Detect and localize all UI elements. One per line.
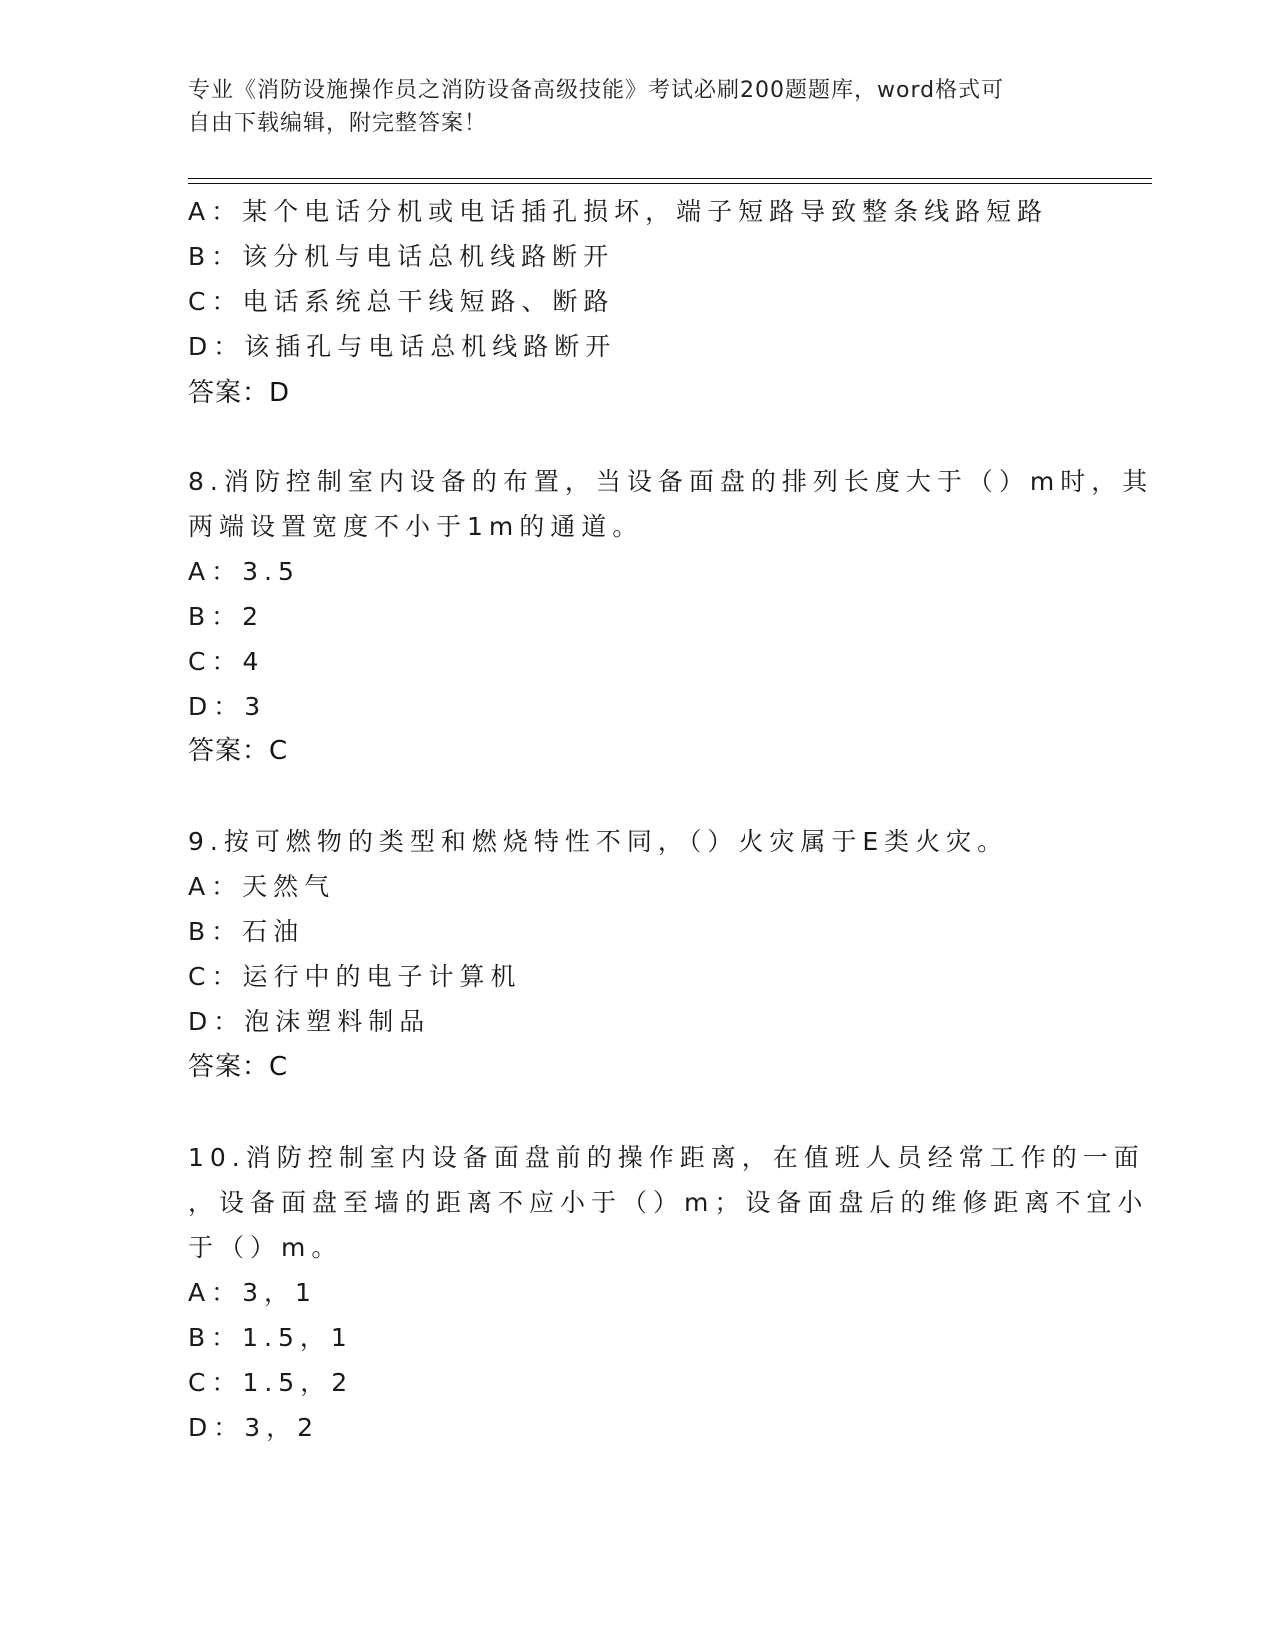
q9-stem-line-1: 9.按可燃物的类型和燃烧特性不同，（）火灾属于E类火灾。 [188, 827, 1009, 856]
q8-option-d: D：3 [188, 692, 267, 721]
q8-stem-line-1: 8.消防控制室内设备的布置，当设备面盘的排列长度大于（）m时，其 [188, 467, 1154, 496]
q9-option-a: A：天然气 [188, 872, 336, 901]
q10-option-c: C：1.5，2 [188, 1368, 354, 1397]
q7-option-d: D：该插孔与电话总机线路断开 [188, 332, 617, 361]
header-line-1: 专业《消防设施操作员之消防设备高级技能》考试必刷200题题库，word格式可 [188, 78, 1005, 103]
document-header [188, 74, 1068, 140]
q9-option-b: B：石油 [188, 917, 305, 946]
q8-option-c: C：4 [188, 647, 265, 676]
header-divider-top [188, 178, 1152, 179]
q9-option-d: D：泡沫塑料制品 [188, 1007, 431, 1036]
q10-option-b: B：1.5，1 [188, 1323, 353, 1352]
q10-stem-line-2: ，设备面盘至墙的距离不应小于（）m；设备面盘后的维修距离不宜小 [188, 1188, 1149, 1217]
q7-answer: 答案：D [188, 378, 291, 408]
q8-option-b: B：2 [188, 602, 265, 631]
header-divider-bottom [188, 183, 1152, 184]
q9-answer: 答案：C [188, 1052, 289, 1082]
q10-stem-line-1: 10.消防控制室内设备面盘前的操作距离，在值班人员经常工作的一面 [188, 1143, 1145, 1172]
q8-answer: 答案：C [188, 736, 289, 766]
q8-stem-line-2: 两端设置宽度不小于1m的通道。 [188, 512, 644, 541]
q8-option-a: A：3.5 [188, 557, 300, 586]
q7-option-a: A：某个电话分机或电话插孔损坏，端子短路导致整条线路短路 [188, 197, 1049, 226]
header-line-2: 自由下载编辑，附完整答案！ [188, 111, 488, 136]
q7-option-b: B：该分机与电话总机线路断开 [188, 242, 615, 271]
q9-option-c: C：运行中的电子计算机 [188, 962, 522, 991]
q10-option-a: A：3，1 [188, 1278, 317, 1307]
q10-stem-line-3: 于（）m。 [188, 1233, 343, 1262]
q7-option-c: C：电话系统总干线短路、断路 [188, 287, 615, 316]
q10-option-d: D：3，2 [188, 1413, 320, 1442]
